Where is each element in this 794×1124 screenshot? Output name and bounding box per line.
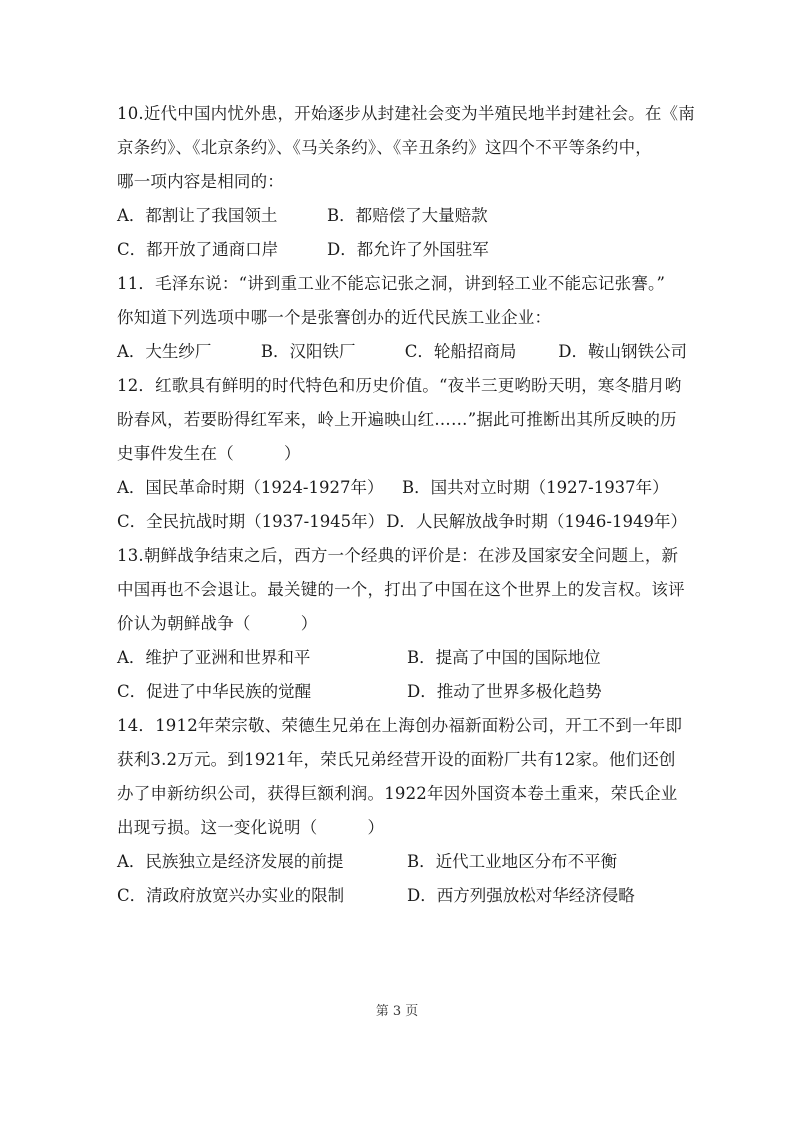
question-14-option-c: C．清政府放宽兴办实业的限制 [117, 886, 345, 905]
question-10-option-b: B．都赔偿了大量赔款 [327, 206, 488, 225]
question-14 [117, 709, 687, 913]
question-13-option-b: B．提高了中国的国际地位 [407, 648, 601, 667]
page-number: 第 3 页 [375, 1004, 419, 1019]
question-12-option-c: C．全民抗战时期（1937-1945年） [117, 512, 385, 531]
question-11-options-row [117, 335, 687, 369]
question-11-option-b: B．汉阳铁厂 [260, 342, 356, 361]
question-12-option-d: D．人民解放战争时期（1946-1949年） [386, 512, 687, 531]
question-11 [117, 267, 687, 369]
question-14-options-row-1 [117, 845, 687, 879]
question-12-text-line-3: 史事件发生在（ ） [117, 444, 301, 463]
question-13-option-a: A．维护了亚洲和世界和平 [117, 648, 311, 667]
question-12 [117, 369, 687, 539]
question-13-options-row-2 [117, 675, 687, 709]
question-11-text-line-2: 你知道下列选项中哪一个是张謇创办的近代民族工业企业： [117, 308, 552, 327]
question-14-text-line-3: 办了申新纺织公司，获得巨额利润。1922年因外国资本卷土重来，荣氏企业 [117, 784, 678, 803]
question-12-text-line-1: 12．红歌具有鲜明的时代特色和历史价值。“夜半三更哟盼天明，寒冬腊月哟 [117, 376, 682, 395]
question-11-option-a: A．大生纱厂 [117, 342, 212, 361]
question-14-text-line-4: 出现亏损。这一变化说明（ ） [117, 818, 385, 837]
question-10-option-d: D．都允许了外国驻军 [327, 240, 489, 259]
question-14-options-row-2 [117, 879, 687, 913]
question-14-option-a: A．民族独立是经济发展的前提 [117, 852, 344, 871]
question-10-option-c: C．都开放了通商口岸 [117, 240, 279, 259]
question-11-option-c: C．轮船招商局 [404, 342, 517, 361]
question-12-options-row-1 [117, 471, 687, 505]
question-10-text-line-2: 京条约》、《北京条约》、《马关条约》、《辛丑条约》这四个不平等条约中， [117, 138, 652, 157]
question-10-text-line-3: 哪一项内容是相同的： [117, 172, 284, 191]
question-12-option-a: A．国民革命时期（1924-1927年） [117, 478, 384, 497]
question-13-option-d: D．推动了世界多极化趋势 [407, 682, 602, 701]
question-list [117, 97, 695, 913]
question-14-text-line-1: 14．1912年荣宗敬、荣德生兄弟在上海创办福新面粉公司，开工不到一年即 [117, 716, 683, 735]
question-10 [117, 97, 695, 267]
question-10-options-row-1 [117, 199, 687, 233]
question-13-text-line-1: 13.朝鲜战争结束之后，西方一个经典的评价是：在涉及国家安全问题上，新 [117, 546, 679, 565]
question-13-text-line-2: 中国再也不会退让。最关键的一个，打出了中国在这个世界上的发言权。该评 [117, 580, 685, 599]
question-10-option-a: A．都割让了我国领土 [117, 206, 278, 225]
question-13-option-c: C．促进了中华民族的觉醒 [117, 682, 312, 701]
question-11-option-d: D．鞍山钢铁公司 [558, 342, 687, 361]
question-13-text-line-3: 价认为朝鲜战争（ ） [117, 614, 318, 633]
question-11-text-line-1: 11．毛泽东说：“讲到重工业不能忘记张之洞，讲到轻工业不能忘记张謇。” [117, 274, 666, 293]
question-13-options-row-1 [117, 641, 687, 675]
question-13 [117, 539, 687, 709]
question-12-option-b: B．国共对立时期（1927-1937年） [402, 478, 669, 497]
question-14-option-d: D．西方列强放松对华经济侵略 [407, 886, 635, 905]
question-14-option-b: B．近代工业地区分布不平衡 [407, 852, 618, 871]
question-10-text-line-1: 10.近代中国内忧外患，开始逐步从封建社会变为半殖民地半封建社会。在《南 [117, 104, 695, 123]
question-12-options-row-2 [117, 505, 687, 539]
question-12-text-line-2: 盼春风，若要盼得红军来，岭上开遍映山红……”据此可推断出其所反映的历 [117, 410, 677, 429]
question-14-text-line-2: 获利3.2万元。到1921年，荣氏兄弟经营开设的面粉厂共有12家。他们还创 [117, 750, 676, 769]
question-10-options-row-2 [117, 233, 687, 267]
